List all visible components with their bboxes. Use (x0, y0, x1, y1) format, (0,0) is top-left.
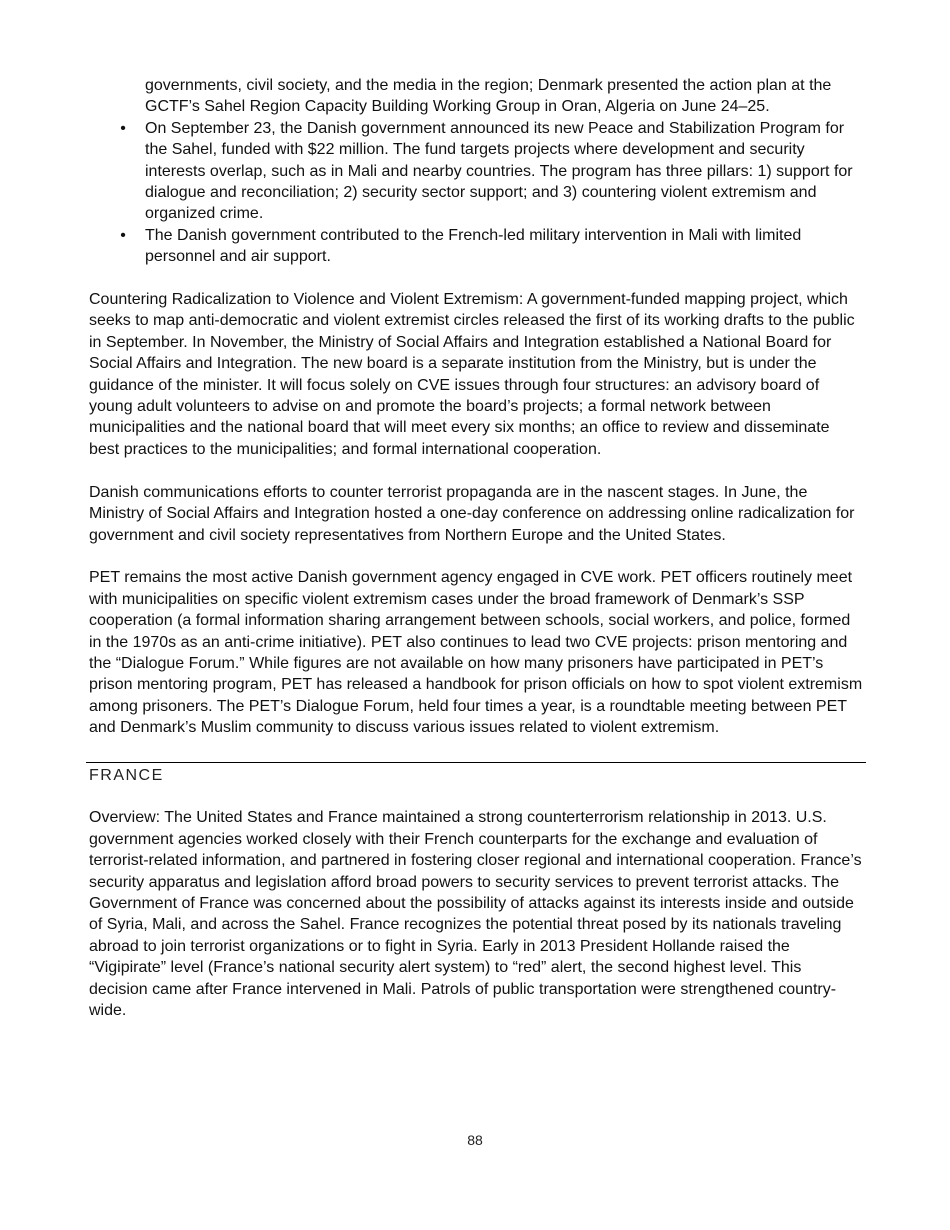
bullet-text: On September 23, the Danish government announced its new Peace and Stabilization Program for the Sahel, funded with $22 million. The fund targets projects where development and security interests overlap, such as in Mali and nearby countries. The program has three pillars: 1) support for dialogue and reconciliation; 2) security sector support; and 3) countering violent extremism and organized crime. (145, 119, 853, 223)
continuation-text: governments, civil society, and the media in the region; Denmark presented the action plan at the GCTF’s Sahel Region Capacity Building Working Group in Oran, Algeria on June 24–25. (145, 77, 832, 116)
bullet-icon: • (120, 119, 126, 137)
bullet-list (89, 118, 863, 268)
page-number: 88 (467, 1132, 483, 1148)
bullet-text: The Danish government contributed to the French-led military intervention in Mali with limited personnel and air support. (145, 226, 802, 266)
document-page (89, 75, 863, 1021)
pet-paragraph: PET remains the most active Danish government agency engaged in CVE work. PET officers routinely meet with municipalities on specific violent extremism cases under the broad framework of Denmark’s SSP cooperation (a formal information sharing arrangement between schools, social workers, and police, formed in the 1970s as an anti-crime initiative). PET also continues to lead two CVE projects: prison mentoring and the “Dialogue Forum.” While figures are not available on how many prisoners have participated in PET’s prison mentoring program, PET has released a handbook for prison officials on how to spot violent extremism among prisoners. The PET’s Dialogue Forum, held four times a year, is a roundtable meeting between PET and Denmark’s Muslim community to discuss various issues related to violent extremism. (89, 569, 863, 737)
section-divider (86, 762, 866, 763)
cve-paragraph: Countering Radicalization to Violence and Violent Extremism: A government-funded mapping project, which seeks to map anti-democratic and violent extremist circles released the first of its working drafts to the public in September. In November, the Ministry of Social Affairs and Integration established a National Board for Social Affairs and Integration. The new board is a separate institution from the Ministry, but is under the guidance of the minister. It will focus solely on CVE issues through four structures: an advisory board of young adult volunteers to advise on and promote the board’s projects; a formal network between municipalities and the national board that will meet every six months; an office to review and disseminate best practices to the municipalities; and formal international cooperation. (89, 291, 855, 458)
overview-paragraph: Overview: The United States and France maintained a strong counterterrorism relationship in 2013. U.S. government agencies worked closely with their French counterparts for the exchange and evaluation of terrorist-related information, and partnered in fostering closer regional and international cooperation. France’s security apparatus and legislation afford broad powers to security services to prevent terrorist attacks. The Government of France was concerned about the possibility of attacks against its interests inside and outside of Syria, Mali, and across the Sahel. France recognizes the potential threat posed by its nationals traveling abroad to join terrorist organizations or to fight in Syria. Early in 2013 President Hollande raised the “Vigipirate” level (France’s national security alert system) to “red” alert, the second highest level. This decision came after France intervened in Mali. Patrols of public transportation were strengthened country-wide. (89, 809, 862, 1019)
list-item (89, 225, 863, 268)
bullet-icon: • (120, 226, 126, 244)
list-item (89, 118, 863, 225)
communications-paragraph: Danish communications efforts to counter terrorist propaganda are in the nascent stages. In June, the Ministry of Social Affairs and Integration hosted a one-day conference on addressing online radicalization for government and civil society representatives from Northern Europe and the United States. (89, 483, 855, 544)
section-title: FRANCE (89, 766, 164, 784)
